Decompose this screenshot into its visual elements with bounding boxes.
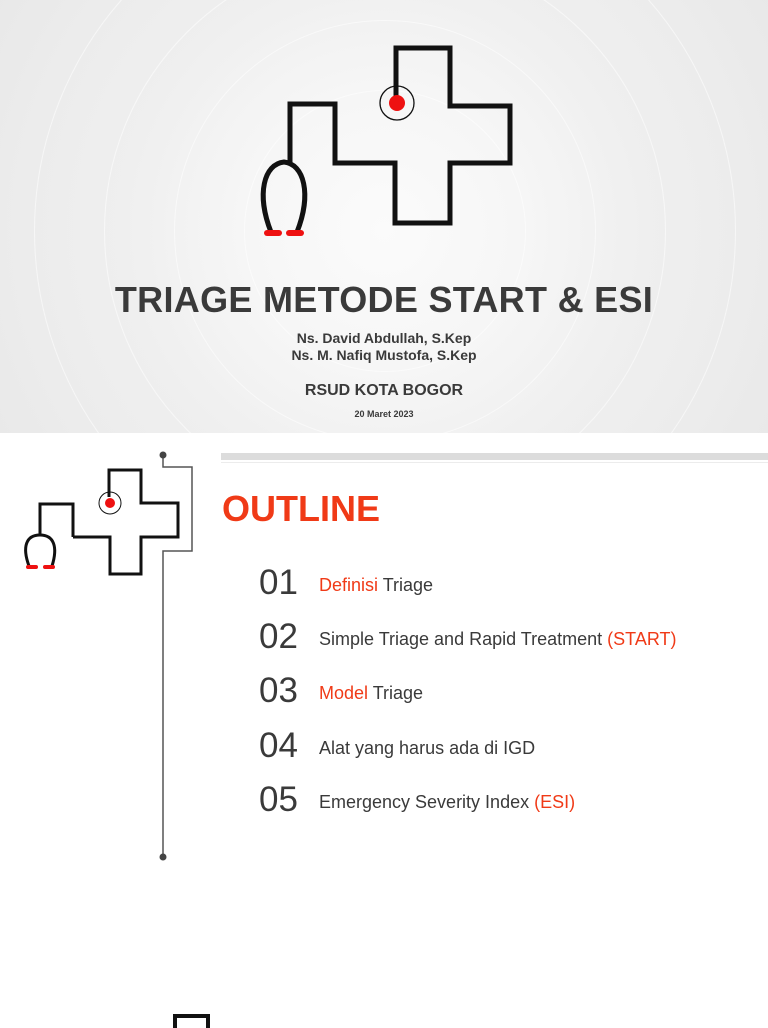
outline-item <box>259 780 759 820</box>
outline-heading: OUTLINE <box>222 488 380 529</box>
title-slide <box>0 0 768 433</box>
author-name: Ns. M. Nafiq Mustofa, S.Kep <box>291 347 477 363</box>
item-label: Model Triage <box>319 683 424 703</box>
next-slide-preview <box>0 993 768 1024</box>
item-number: 05 <box>259 780 298 819</box>
item-label: Alat yang harus ada di IGD <box>319 738 536 758</box>
outline-item <box>259 726 759 766</box>
hospital-name: RSUD KOTA BOGOR <box>304 382 464 399</box>
cross-outline-fragment <box>173 1014 210 1028</box>
item-label: Simple Triage and Rapid Treatment (START) <box>319 629 677 649</box>
slide-title: TRIAGE METODE START & ESI <box>114 279 654 320</box>
outline-item <box>259 671 759 711</box>
item-number: 02 <box>259 617 298 656</box>
presentation-date: 20 Maret 2023 <box>354 409 414 419</box>
author-name: Ns. David Abdullah, S.Kep <box>296 330 472 346</box>
item-number: 01 <box>259 563 298 602</box>
item-label: Emergency Severity Index (ESI) <box>319 792 576 812</box>
item-number: 03 <box>259 671 298 710</box>
item-label: Definisi Triage <box>319 575 434 595</box>
stethoscope-cross-icon <box>250 44 520 244</box>
stethoscope-cross-icon <box>20 447 210 867</box>
outline-item <box>259 563 759 603</box>
outline-item <box>259 617 759 657</box>
item-number: 04 <box>259 726 298 765</box>
header-divider <box>221 453 768 460</box>
outline-slide <box>0 433 768 993</box>
header-divider-thin <box>221 462 768 463</box>
